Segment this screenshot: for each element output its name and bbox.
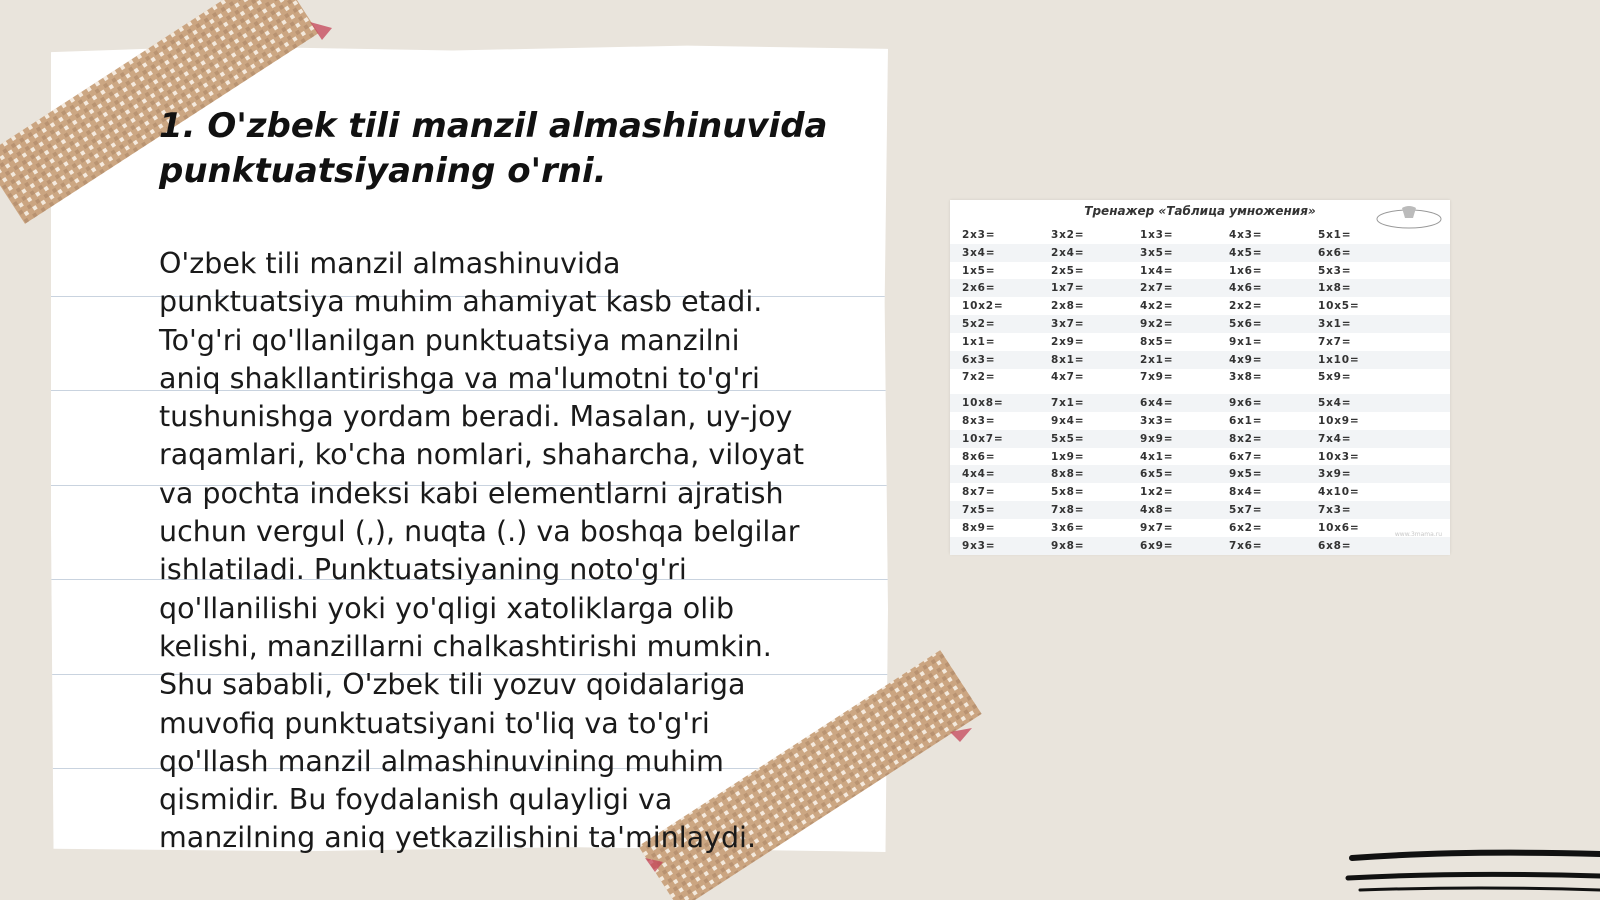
table-cell: 8x8= xyxy=(1051,468,1085,481)
multiplication-table-image xyxy=(950,200,1450,554)
table-cell: 1x7= xyxy=(1051,282,1085,295)
table-cell: 8x4= xyxy=(1229,486,1263,499)
table-cell: 9x4= xyxy=(1051,415,1085,427)
table-row xyxy=(950,412,1450,430)
table-cell: 5x4= xyxy=(1318,397,1352,410)
table-cell: 5x1= xyxy=(1318,229,1352,241)
table-cell: 3x8= xyxy=(1229,371,1263,384)
slide-title: 1. O'zbek tili manzil almashinuvida punktuatsiyaning o'rni. xyxy=(159,106,828,191)
table-row xyxy=(950,297,1450,315)
table-row xyxy=(950,537,1450,555)
table-cell: 4x2= xyxy=(1140,300,1174,313)
table-cell: 3x3= xyxy=(1140,415,1174,427)
table-cell: 1x3= xyxy=(1140,229,1174,241)
table-cell: 6x9= xyxy=(1140,539,1174,552)
table-row xyxy=(950,262,1450,280)
table-cell: 5x9= xyxy=(1318,371,1352,384)
table-row xyxy=(950,465,1450,483)
table-image-title: Тренажер «Таблица умножения» xyxy=(1084,204,1316,218)
table-row xyxy=(950,244,1450,262)
table-cell: 5x8= xyxy=(1051,486,1085,499)
table-cell: 6x4= xyxy=(1140,397,1174,410)
table-row xyxy=(950,368,1450,386)
table-cell: 8x2= xyxy=(1229,432,1263,445)
slide-body: O'zbek tili manzil almashinuvida punktuatsiya muhim ahamiyat kasb etadi. To'g'ri qo'llanilgan punktuatsiya manzilni aniq shakllantirishga va ma'lumotni to'g'ri tushunishga yordam beradi. Masalan, uy-joy raqamlari, ko'cha nomlari, shaharcha, viloyat va pochta indeksi kabi elementlarni ajratish uchun vergul (,), nuqta (.) va boshqa belgilar ishlatiladi. Punktuatsiyaning noto'g'ri qo'llanilishi yoki yo'qligi xatoliklarga olib kelishi, manzillarni chalkashtirishi mumkin. Shu sababli, O'zbek tili yozuv qoidalariga muvofiq punktuatsiyani to'liq va to'g'ri qo'llash manzil almashinuvining muhim qismidir. Bu foydalanish qulayligi va manzilning aniq yetkazilishini ta'minlaydi. xyxy=(159,247,805,855)
table-row xyxy=(950,501,1450,519)
table-cell: 8x9= xyxy=(962,521,996,534)
table-cell: 7x4= xyxy=(1318,432,1352,445)
table-cell: 2x3= xyxy=(962,229,996,241)
table-cell: 9x7= xyxy=(1140,521,1174,534)
table-cell: 4x5= xyxy=(1229,246,1263,259)
table-cell: 1x4= xyxy=(1140,264,1174,277)
table-cell: 9x8= xyxy=(1051,539,1085,552)
table-cell: 6x6= xyxy=(1318,246,1352,259)
table-cell: 8x3= xyxy=(962,415,996,427)
table-cell: 4x7= xyxy=(1051,371,1085,384)
table-cell: 9x6= xyxy=(1229,397,1263,410)
table-cell: 6x2= xyxy=(1229,521,1263,534)
table-cell: 2x5= xyxy=(1051,264,1085,277)
table-row xyxy=(950,226,1450,244)
table-cell: 8x7= xyxy=(962,486,996,499)
table-cell: 7x2= xyxy=(962,371,996,384)
table-cell: 10x8= xyxy=(962,397,1004,410)
table-row xyxy=(950,448,1450,466)
table-cell: 9x1= xyxy=(1229,335,1263,348)
table-cell: 3x9= xyxy=(1318,468,1352,481)
table-cell: 2x4= xyxy=(1051,246,1085,259)
table-cell: 1x8= xyxy=(1318,282,1352,295)
table-cell: 5x3= xyxy=(1318,264,1352,277)
table-cell: 4x6= xyxy=(1229,282,1263,295)
table-cell: 6x3= xyxy=(962,353,996,366)
table-cell: 8x1= xyxy=(1051,353,1085,366)
table-row xyxy=(950,315,1450,333)
table-cell: 2x6= xyxy=(962,282,996,295)
table-cell: 7x7= xyxy=(1318,335,1352,348)
table-cell: 2x8= xyxy=(1051,300,1085,313)
table-cell: 10x6= xyxy=(1318,521,1360,534)
table-cell: 7x6= xyxy=(1229,539,1263,552)
table-cell: 5x5= xyxy=(1051,432,1085,445)
table-cell: 3x6= xyxy=(1051,521,1085,534)
table-cell: 1x10= xyxy=(1318,353,1360,366)
table-cell: 4x10= xyxy=(1318,486,1360,499)
table-cell: 4x8= xyxy=(1140,504,1174,516)
table-cell: 3x5= xyxy=(1140,246,1174,259)
table-row xyxy=(950,483,1450,501)
table-cell: 9x3= xyxy=(962,539,996,552)
table-cell: 5x6= xyxy=(1229,318,1263,330)
table-row xyxy=(950,519,1450,537)
table-row xyxy=(950,430,1450,448)
brush-strokes-icon xyxy=(1340,840,1600,900)
table-cell: 4x1= xyxy=(1140,450,1174,463)
table-footer: www.3mama.ru xyxy=(1394,531,1442,538)
table-row xyxy=(950,279,1450,297)
table-cell: 1x9= xyxy=(1051,450,1085,463)
table-cell: 5x7= xyxy=(1229,504,1263,516)
table-cell: 2x1= xyxy=(1140,353,1174,366)
table-row xyxy=(950,394,1450,412)
table-cell: 2x2= xyxy=(1229,300,1263,313)
table-cell: 10x7= xyxy=(962,432,1004,445)
table-cell: 9x2= xyxy=(1140,318,1174,330)
table-cell: 1x6= xyxy=(1229,264,1263,277)
table-cell: 1x1= xyxy=(962,335,996,348)
table-cell: 6x8= xyxy=(1318,539,1352,552)
table-cell: 3x1= xyxy=(1318,318,1352,330)
table-cell: 7x9= xyxy=(1140,371,1174,384)
table-cell: 4x9= xyxy=(1229,353,1263,366)
table-cell: 9x9= xyxy=(1140,432,1174,445)
table-row xyxy=(950,351,1450,369)
table-cell: 2x9= xyxy=(1051,335,1085,348)
table-cell: 5x2= xyxy=(962,318,996,330)
table-cell: 3x4= xyxy=(962,246,996,259)
table-cell: 7x8= xyxy=(1051,504,1085,516)
table-cell: 4x3= xyxy=(1229,229,1263,241)
table-cell: 1x5= xyxy=(962,264,996,277)
table-cell: 10x3= xyxy=(1318,450,1360,463)
table-row xyxy=(950,333,1450,351)
table-cell: 3x2= xyxy=(1051,229,1085,241)
table-cell: 9x5= xyxy=(1229,468,1263,481)
table-cell: 7x3= xyxy=(1318,504,1352,516)
table-cell: 6x7= xyxy=(1229,450,1263,463)
table-cell: 7x1= xyxy=(1051,397,1085,410)
table-cell: 8x6= xyxy=(962,450,996,463)
table-cell: 8x5= xyxy=(1140,335,1174,348)
table-cell: 10x2= xyxy=(962,300,1004,313)
table-cell: 3x7= xyxy=(1051,318,1085,330)
table-cell: 1x2= xyxy=(1140,486,1174,499)
table-cell: 6x1= xyxy=(1229,415,1263,427)
table-cell: 4x4= xyxy=(962,468,996,481)
table-cell: 2x7= xyxy=(1140,282,1174,295)
table-cell: 10x5= xyxy=(1318,300,1360,313)
table-cell: 6x5= xyxy=(1140,468,1174,481)
table-cell: 7x5= xyxy=(962,504,996,516)
table-cell: 10x9= xyxy=(1318,415,1360,427)
